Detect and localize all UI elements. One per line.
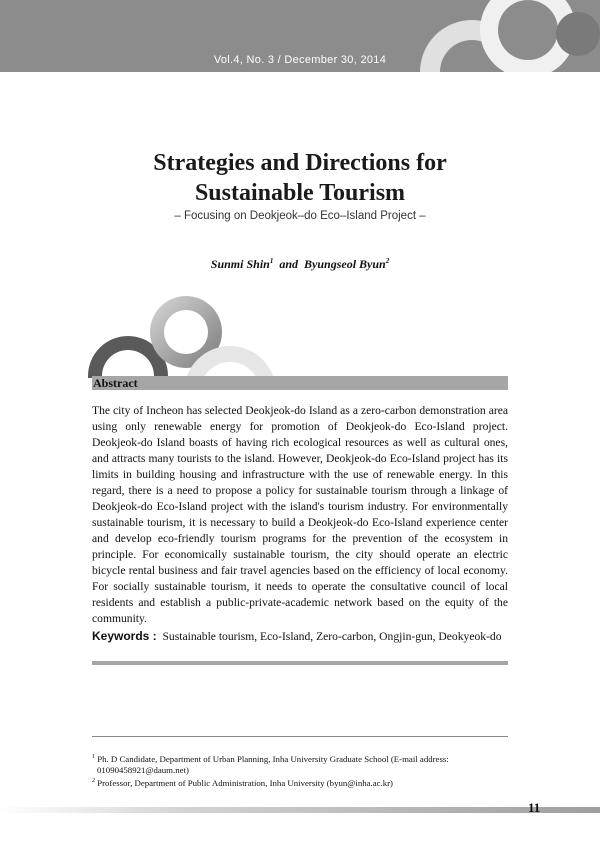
footnote-text: Ph. D Candidate, Department of Urban Planning, Inha University Graduate School (E-mail address:: [97, 753, 449, 764]
keywords-values: Sustainable tourism, Eco-Island, Zero-carbon, Ongjin-gun, Deokyeok-do: [162, 630, 502, 643]
author-footnote-mark: 2: [385, 257, 390, 265]
footnote-2: [92, 776, 508, 789]
footer-gradient-bar: [0, 807, 600, 813]
page-number: 11: [528, 800, 541, 815]
footnote-email: 01090458921@daum.net): [97, 764, 189, 775]
author-line: [40, 257, 560, 272]
abstract-text: The city of Incheon has selected Deokjeok-do Island as a zero-carbon demonstration area using only renewable energy for promotion of Deokjeok-do Eco-Island project. Deokjeok-do Island boasts of having rich ecological resources as well as cultural ones, and attracts many tourists to the island. However, Deokjeok-do Eco-Island project has its limits in building housing and infrastructure with the use of renewable energy. In this regard, there is a need to propose a policy for sustainable tourism through a linkage of Deokjeok-do Eco-Island project with the island's tourism industry. For environmentally sustainable tourism, it is necessary to build a Deokjeok-do Eco-Island experience center and develop eco-friendly tourism programs for the prevention of the ecosystem in principle. For economically sustainable tourism, the city should operate an electric bicycle rental business and fair travel agencies based on the efficiency of local economy. For socially sustainable tourism, it needs to operate the consultative council of local residents and establish a public-private-academic network based on the equity of the community.: [92, 404, 508, 625]
footnote-text: Professor, Department of Public Administration, Inha University (byun@inha.ac.kr): [97, 777, 393, 788]
footnote-mark: 1: [92, 754, 95, 760]
abstract-heading: Abstract: [93, 376, 138, 390]
title-line-1: Strategies and Directions for: [153, 150, 447, 176]
article-subtitle: – Focusing on Deokjeok–do Eco–Island Project –: [174, 210, 426, 222]
footnote-rule: [92, 736, 508, 737]
footnote-1: [92, 752, 508, 776]
footnotes: [92, 752, 508, 789]
author-footnote-mark: 1: [269, 257, 274, 265]
author-joiner: and: [279, 257, 299, 271]
author-name: Byungseol Byun: [304, 257, 386, 271]
abstract-heading-bar: [92, 376, 508, 390]
author-name: Sunmi Shin: [210, 257, 270, 271]
journal-header-band: [0, 0, 600, 72]
article-title: [40, 148, 560, 208]
abstract-ring-decoration: [88, 292, 288, 378]
journal-volume-info: Vol.4, No. 3 / December 30, 2014: [213, 54, 387, 66]
title-line-2: Sustainable Tourism: [194, 180, 406, 206]
keywords-label: Keywords :: [92, 629, 157, 643]
keywords-line: [92, 629, 522, 643]
footnote-mark: 2: [92, 777, 95, 784]
keywords-divider-bar: [92, 661, 508, 665]
